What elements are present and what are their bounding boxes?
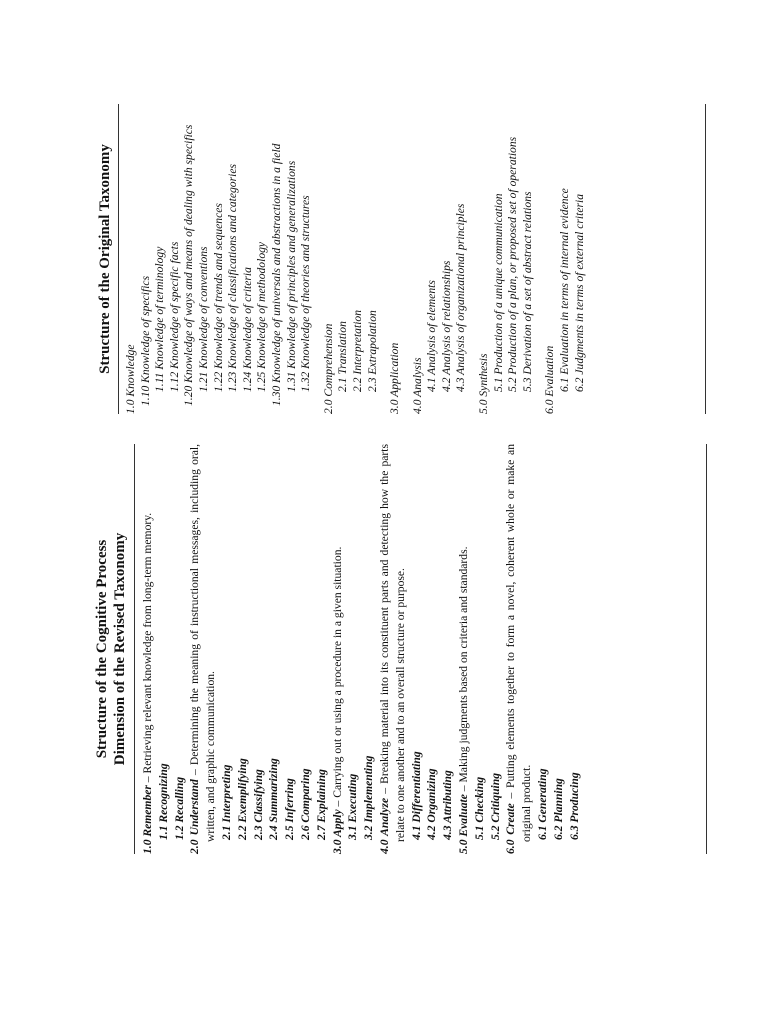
revised-subcategory: 2.7 Explaining: [314, 769, 328, 840]
revised-category: [140, 444, 156, 854]
original-item-level-3: 2.2 Interpretation: [350, 309, 364, 392]
revised-subcategory: 2.5 Inferring: [283, 778, 297, 840]
original-item-level-1: 3.0 Application: [388, 342, 402, 414]
revised-subcategory: 6.3 Producing: [567, 772, 581, 840]
original-title: Structure of the Original Taxonomy: [97, 144, 113, 374]
original-item-level-3: 1.24 Knowledge of criteria: [240, 267, 254, 392]
original-item-level-3: 4.2 Analysis of relationships: [439, 260, 453, 392]
original-item-level-3: 4.1 Analysis of elements: [425, 280, 439, 392]
revised-subcategory: 6.1 Generating: [535, 768, 549, 840]
revised-subcategory: 5.1 Checking: [472, 776, 486, 840]
revised-subcategory: 3.1 Executing: [346, 773, 360, 840]
revised-top-rule: [134, 444, 135, 854]
original-item-level-3: 1.23 Knowledge of classifications and categories: [226, 164, 240, 392]
revised-category-description: – Determining the meaning of instructional messages, including oral, written, and graphic communication.: [188, 444, 218, 842]
revised-subcategory: 4.3 Attributing: [441, 770, 455, 840]
revised-subcategory: 2.6 Comparing: [298, 768, 312, 840]
revised-subcategory: 6.2 Planning: [551, 778, 565, 840]
original-item-level-3: 1.21 Knowledge of conventions: [196, 246, 210, 392]
original-item-level-1: 2.0 Comprehension: [321, 323, 335, 414]
original-item-level-2: 1.10 Knowledge of specifics: [138, 275, 152, 406]
revised-subcategory: 1.2 Recalling: [172, 776, 186, 840]
original-item-level-3: 2.3 Extrapolation: [365, 310, 379, 392]
original-item-level-3: 5.1 Production of a unique communication: [491, 193, 505, 392]
revised-category: [456, 444, 472, 854]
original-item-level-3: 1.25 Knowledge of methodology: [255, 241, 269, 392]
revised-category-list: [140, 444, 582, 854]
revised-subcategory: 3.2 Implementing: [362, 755, 376, 840]
revised-category-description: – Making judgments based on criteria and standards.: [456, 546, 470, 795]
revised-category-key: 6.0 Create: [504, 803, 518, 854]
original-item-level-2: 1.30 Knowledge of universals and abstractions in a field: [269, 143, 283, 406]
revised-category-key: 1.0 Remember: [141, 785, 154, 854]
revised-subcategory: 2.1 Interpreting: [219, 764, 233, 840]
revised-subcategory: 4.1 Differentiating: [409, 751, 423, 840]
revised-subcategory: 2.4 Summarizing: [267, 758, 281, 840]
original-item-level-3: 1.12 Knowledge of specific facts: [167, 241, 181, 392]
revised-bottom-rule: [706, 444, 707, 854]
original-item-level-1: 5.0 Synthesis: [477, 353, 491, 414]
revised-category-description: – Breaking material into its constituent parts and detecting how the parts relate to one another and to an overall structure or purpose.: [377, 444, 407, 842]
original-item-level-3: 1.32 Knowledge of theories and structures: [299, 195, 313, 392]
original-item-level-2: 1.20 Knowledge of ways and means of dealing with specifics: [182, 124, 196, 406]
revised-category-description: – Retrieving relevant knowledge from long-term memory.: [141, 512, 154, 786]
revised-category-key: 3.0 Apply: [330, 809, 344, 854]
original-top-rule: [118, 104, 119, 414]
revised-category-key: 2.0 Understand: [188, 779, 202, 854]
revised-category-key: 5.0 Evaluate: [456, 794, 470, 854]
original-item-level-3: 5.3 Derivation of a set of abstract relations: [520, 191, 534, 392]
revised-subcategory: 1.1 Recognizing: [156, 763, 170, 840]
original-item-level-3: 5.2 Production of a plan, or proposed set of operations: [506, 136, 520, 392]
original-bottom-rule: [705, 104, 706, 414]
original-item-level-1: 6.0 Evaluation: [543, 345, 557, 414]
original-item-level-3: 1.22 Knowledge of trends and sequences: [211, 203, 225, 392]
revised-category-key: 4.0 Analyze: [377, 797, 391, 854]
original-item-level-3: 1.31 Knowledge of principles and generalizations: [284, 160, 298, 392]
revised-subcategory: 5.2 Critiquing: [488, 772, 502, 840]
revised-title-line-2: Dimension of the Revised Taxonomy: [112, 532, 128, 766]
original-item-level-3: 1.11 Knowledge of terminology: [153, 246, 167, 392]
revised-subcategory: 4.2 Organizing: [425, 768, 439, 840]
revised-category-description: – Carrying out or using a procedure in a given situation.: [330, 546, 344, 810]
revised-subcategory: 2.3 Classifying: [251, 769, 265, 840]
revised-category-description: – Putting elements together to form a novel, coherent whole or make an original product.: [504, 444, 534, 842]
revised-subcategory: 2.2 Exemplifying: [235, 758, 249, 840]
revised-category: [377, 444, 409, 854]
original-item-level-3: 6.2 Judgments in terms of external criteria: [572, 193, 586, 392]
original-item-level-3: 6.1 Evaluation in terms of internal evidence: [558, 188, 572, 392]
revised-category: [330, 444, 346, 854]
revised-category: [503, 444, 535, 854]
original-item-level-3: 2.1 Translation: [336, 321, 350, 392]
original-item-level-3: 4.3 Analysis of organizational principles: [454, 203, 468, 392]
original-item-level-1: 1.0 Knowledge: [124, 344, 137, 414]
original-category-list: [124, 104, 587, 414]
original-item-level-1: 4.0 Analysis: [410, 357, 424, 414]
revised-title-line-1: Structure of the Cognitive Process: [94, 539, 110, 759]
revised-category: [187, 444, 219, 854]
